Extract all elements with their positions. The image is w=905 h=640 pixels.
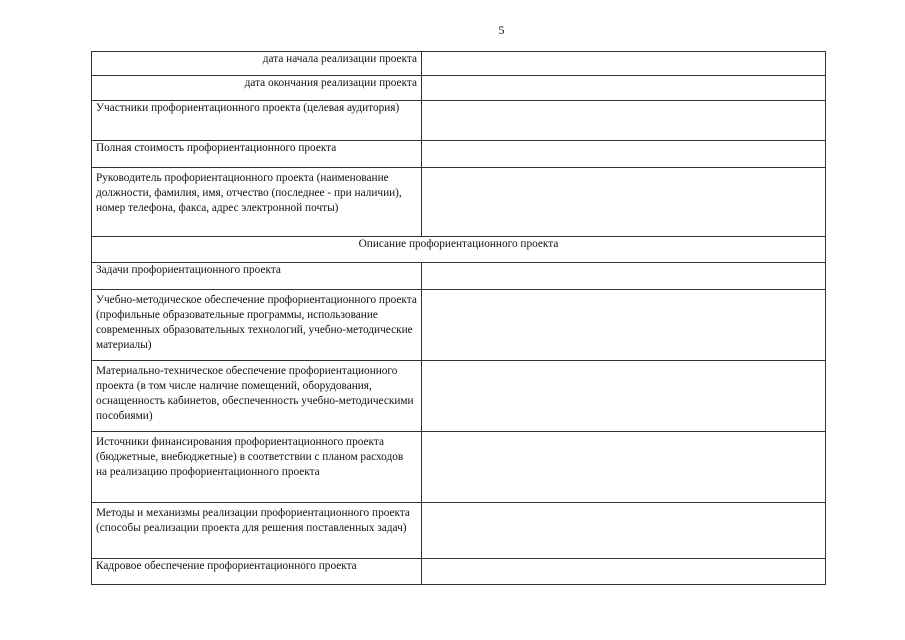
table-row-participants: [92, 101, 826, 141]
value-funding-sources[interactable]: [422, 432, 826, 503]
label-participants: Участники профориентационного проекта (целевая аудитория): [92, 101, 422, 141]
table-row-methods: [92, 503, 826, 559]
table-row-tasks: [92, 263, 826, 290]
value-methodical-support[interactable]: [422, 290, 826, 361]
table-row-section-description: [92, 237, 826, 263]
section-heading-description: Описание профориентационного проекта: [92, 237, 826, 263]
value-participants[interactable]: [422, 101, 826, 141]
table-row-funding-sources: [92, 432, 826, 503]
table-row-total-cost: [92, 141, 826, 168]
value-tasks[interactable]: [422, 263, 826, 290]
label-end-date: дата окончания реализации проекта: [92, 76, 422, 101]
table-row-staffing: [92, 559, 826, 585]
value-staffing[interactable]: [422, 559, 826, 585]
value-project-head[interactable]: [422, 168, 826, 237]
value-methods[interactable]: [422, 503, 826, 559]
label-staffing: Кадровое обеспечение профориентационного проекта: [92, 559, 422, 585]
label-tasks: Задачи профориентационного проекта: [92, 263, 422, 290]
table-row-end-date: [92, 76, 826, 101]
label-methodical-support: Учебно-методическое обеспечение профориентационного проекта (профильные образовательные программы, использование современных образовательных технологий, учебно-методические материалы): [92, 290, 422, 361]
label-total-cost: Полная стоимость профориентационного проекта: [92, 141, 422, 168]
value-start-date[interactable]: [422, 52, 826, 76]
page-number: 5: [498, 23, 505, 37]
value-material-support[interactable]: [422, 361, 826, 432]
table-row-start-date: [92, 52, 826, 76]
label-project-head: Руководитель профориентационного проекта (наименование должности, фамилия, имя, отчество (последнее - при наличии), номер телефона, факса, адрес электронной почты): [92, 168, 422, 237]
table-row-project-head: [92, 168, 826, 237]
table-row-methodical-support: [92, 290, 826, 361]
project-form-table: [91, 51, 826, 585]
value-end-date[interactable]: [422, 76, 826, 101]
label-start-date: дата начала реализации проекта: [92, 52, 422, 76]
label-funding-sources: Источники финансирования профориентационного проекта (бюджетные, внебюджетные) в соответствии с планом расходов на реализацию профориентационного проекта: [92, 432, 422, 503]
label-methods: Методы и механизмы реализации профориентационного проекта (способы реализации проекта для решения поставленных задач): [92, 503, 422, 559]
table-row-material-support: [92, 361, 826, 432]
label-material-support: Материально-техническое обеспечение профориентационного проекта (в том числе наличие помещений, оборудования, оснащенность кабинетов, обеспеченность учебно-методическими пособиями): [92, 361, 422, 432]
value-total-cost[interactable]: [422, 141, 826, 168]
